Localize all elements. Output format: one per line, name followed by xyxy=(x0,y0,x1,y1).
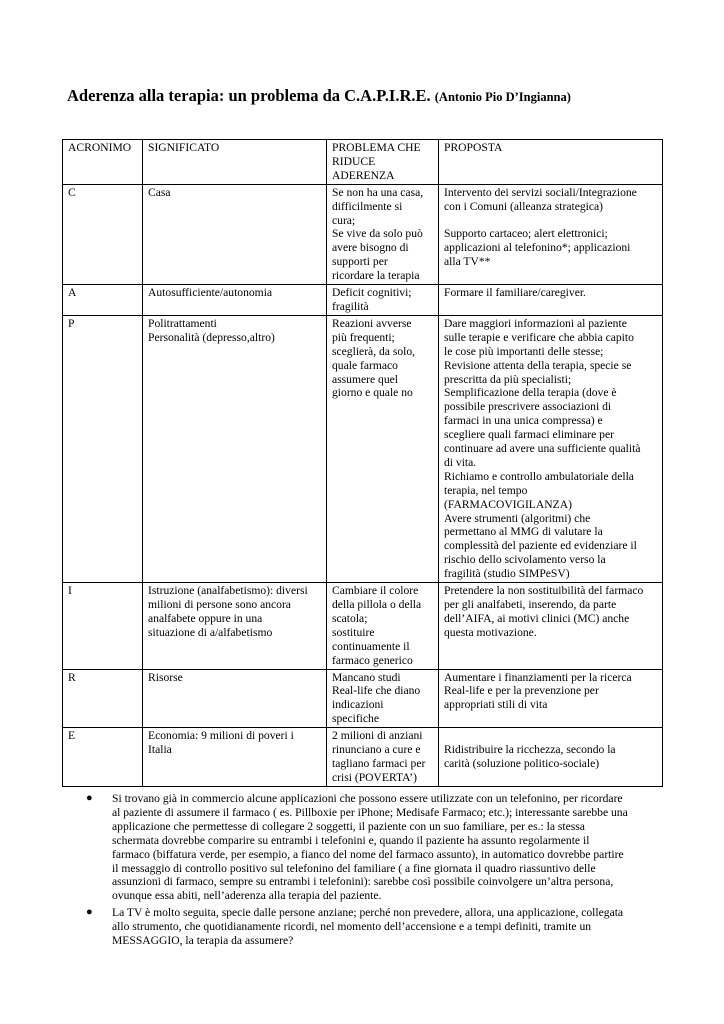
problema-line: scatola; xyxy=(332,611,368,625)
bullet-icon: ● xyxy=(86,906,93,919)
significato-cell xyxy=(143,583,327,669)
note-line: applicazione che permettesse di collegare 2 soggetti, il paziente con un suo familiare, per es.: la stessa xyxy=(112,819,585,833)
acronimo-cell xyxy=(63,728,143,787)
proposta-line: dell’AIFA, ai motivi clinici (MC) anche xyxy=(444,611,630,625)
notes-list xyxy=(86,792,666,951)
acronimo-cell xyxy=(63,583,143,669)
proposta-line: Dare maggiori informazioni al paziente xyxy=(444,316,627,330)
header-proposta xyxy=(439,140,663,185)
proposta-line: con i Comuni (alleanza strategica) xyxy=(444,199,604,213)
significato-line: Casa xyxy=(148,185,171,199)
problema-line: assumere quel xyxy=(332,372,398,386)
note-line: assunzioni di farmaco, sempre su entrambi i telefonini): sarebbe così possibile coinvolgere un’altra persona, xyxy=(112,875,614,889)
proposta-line: permettano al MMG di valutare la xyxy=(444,525,603,539)
table-row xyxy=(63,285,663,316)
acronimo-cell xyxy=(63,669,143,728)
problema-line: Se vive da solo può xyxy=(332,227,423,241)
significato-cell xyxy=(143,728,327,787)
problema-cell xyxy=(327,184,439,284)
problema-line: continuamente il xyxy=(332,639,410,653)
acronimo-line: I xyxy=(68,584,72,598)
problema-line: tagliano farmaci per xyxy=(332,756,426,770)
proposta-line: Richiamo e controllo ambulatoriale della xyxy=(444,469,634,483)
proposta-line: alla TV** xyxy=(444,255,491,269)
significato-line: Autosufficiente/autonomia xyxy=(148,286,273,300)
significato-line: milioni di persone sono ancora xyxy=(148,598,291,611)
proposta-line: per gli analfabeti, inserendo, da parte xyxy=(444,598,617,611)
proposta-line: prescritta da più specialisti; xyxy=(444,372,572,386)
bullet-icon: ● xyxy=(86,792,93,804)
problema-line: fragilità xyxy=(332,299,369,313)
proposta-cell xyxy=(439,285,663,316)
header-line: RIDUCE xyxy=(332,154,376,168)
proposta-line: scegliere quali farmaci eliminare per xyxy=(444,428,614,442)
proposta-line: appropriati stili di vita xyxy=(444,698,548,712)
document-title xyxy=(67,86,707,106)
table-row xyxy=(63,184,663,284)
significato-line: situazione di a/alfabetismo xyxy=(148,625,273,639)
acronimo-line: A xyxy=(68,286,77,300)
proposta-line: fragilità (studio SIMPeSV) xyxy=(444,567,570,581)
author-text: (Antonio Pio D’Ingianna) xyxy=(434,90,571,104)
proposta-cell xyxy=(439,315,663,582)
problema-line: farmaco generico xyxy=(332,653,413,667)
significato-cell xyxy=(143,315,327,582)
capire-table xyxy=(62,139,663,787)
significato-line: Economia: 9 milioni di poveri i xyxy=(148,729,294,743)
significato-line: Istruzione (analfabetismo): diversi xyxy=(148,584,308,598)
header-acronimo xyxy=(63,140,143,185)
proposta-line: terapia, nel tempo xyxy=(444,483,528,497)
significato-line: analfabete oppure in una xyxy=(148,611,263,625)
proposta-line: sulle terapie e verificare che abbia capito xyxy=(444,330,634,344)
acronimo-line: C xyxy=(68,185,76,199)
title-text: Aderenza alla terapia: un problema da C.A.P.I.R.E. xyxy=(67,86,431,105)
problema-line: Mancano studi xyxy=(332,670,401,684)
proposta-line: Aumentare i finanziamenti per la ricerca xyxy=(444,670,632,684)
acronimo-cell xyxy=(63,184,143,284)
note-line: allo strumento, che quotidianamente ricordi, nel momento dell’accensione e a tempi definiti, tramite un xyxy=(112,920,592,934)
header-line: SIGNIFICATO xyxy=(148,141,220,154)
proposta-cell xyxy=(439,184,663,284)
note-item xyxy=(86,792,666,903)
table-row xyxy=(63,583,663,669)
problema-line: difficilmente si xyxy=(332,199,403,213)
proposta-line: Pretendere la non sostituibilità del farmaco xyxy=(444,584,644,598)
problema-line: Cambiare il colore xyxy=(332,584,419,598)
header-problema xyxy=(327,140,439,185)
problema-line: della pillola o della xyxy=(332,598,422,611)
proposta-line: Ridistribuire la ricchezza, secondo la xyxy=(444,743,616,757)
note-line: schermata dovrebbe comparire su entrambi i telefonini e, quando il paziente ha assunto regolarmente il xyxy=(112,833,590,847)
problema-line: cura; xyxy=(332,213,356,227)
problema-line: ricordare la terapia xyxy=(332,269,420,283)
significato-line: Politrattamenti xyxy=(148,316,217,330)
proposta-line: le cose più importanti delle stesse; xyxy=(444,344,604,358)
significato-line: Risorse xyxy=(148,670,183,684)
note-line: Si trovano già in commercio alcune applicazioni che possono essere utilizzate con un telefonino, per ricordare xyxy=(112,792,623,805)
problema-cell xyxy=(327,315,439,582)
header-line: PROPOSTA xyxy=(444,141,503,154)
proposta-line: rischio dello scivolamento verso la xyxy=(444,553,606,567)
proposta-line: continuare ad avere una sufficiente qualità xyxy=(444,442,641,456)
problema-line: quale farmaco xyxy=(332,358,398,372)
problema-line: sceglierà, da solo, xyxy=(332,344,416,358)
proposta-line: (FARMACOVIGILANZA) xyxy=(444,497,572,511)
acronimo-line: E xyxy=(68,729,76,743)
problema-line: avere bisogno di xyxy=(332,241,409,255)
problema-line: specifiche xyxy=(332,712,379,726)
note-line: al paziente di assumere il farmaco ( es. Pillboxie per iPhone; Medisafe Farmaco; etc.); interessante sarebbe una xyxy=(112,805,628,819)
proposta-line: Avere strumenti (algoritmi) che xyxy=(444,511,591,525)
note-line: il messaggio di controllo positivo sul telefonino del familiare ( a fine giornata il quadro riassuntivo delle xyxy=(112,861,596,875)
proposta-line: Semplificazione della terapia (dove è xyxy=(444,386,617,400)
proposta-line: Formare il familiare/caregiver. xyxy=(444,286,586,300)
proposta-cell xyxy=(439,728,663,787)
problema-line: crisi (POVERTA’) xyxy=(332,770,417,784)
table-row xyxy=(63,728,663,787)
acronimo-cell xyxy=(63,285,143,316)
proposta-line: Intervento dei servizi sociali/Integrazione xyxy=(444,185,637,199)
problema-line: indicazioni xyxy=(332,698,384,712)
problema-line: più frequenti; xyxy=(332,330,395,344)
problema-line: Se non ha una casa, xyxy=(332,185,424,199)
problema-cell xyxy=(327,728,439,787)
problema-line: supporti per xyxy=(332,255,388,269)
problema-line: giorno e quale no xyxy=(332,386,413,400)
table-header-row xyxy=(63,140,663,185)
header-line: ADERENZA xyxy=(332,168,395,182)
proposta-line: farmaci in una unica compressa) e xyxy=(444,414,603,428)
problema-line: rinunciano a cure e xyxy=(332,743,421,757)
proposta-spacer xyxy=(444,214,658,228)
note-item xyxy=(86,906,666,948)
problema-line: 2 milioni di anziani xyxy=(332,729,423,743)
significato-cell xyxy=(143,669,327,728)
proposta-line: complessità del paziente ed evidenziare il xyxy=(444,539,637,553)
proposta-cell xyxy=(439,669,663,728)
header-line: ACRONIMO xyxy=(68,141,132,154)
significato-cell xyxy=(143,285,327,316)
proposta-line: questa motivazione. xyxy=(444,625,537,639)
acronimo-line: P xyxy=(68,316,75,330)
note-line: La TV è molto seguita, specie dalle persone anziane; perché non prevedere, allora, una applicazione, collegata xyxy=(112,906,624,920)
proposta-cell xyxy=(439,583,663,669)
table-row xyxy=(63,315,663,582)
problema-line: sostituire xyxy=(332,625,375,639)
note-line: ovunque essa abiti, nell’aderenza alla terapia del paziente. xyxy=(112,889,382,903)
problema-line: Real-life che diano xyxy=(332,684,421,698)
proposta-line: Revisione attenta della terapia, specie se xyxy=(444,358,632,372)
problema-cell xyxy=(327,285,439,316)
proposta-line: Supporto cartaceo; alert elettronici; xyxy=(444,227,608,241)
header-significato xyxy=(143,140,327,185)
problema-cell xyxy=(327,669,439,728)
note-line: MESSAGGIO, la terapia da assumere? xyxy=(112,934,294,948)
table-row xyxy=(63,669,663,728)
proposta-line: di vita. xyxy=(444,455,477,469)
note-line: farmaco (biffatura verde, per esempio, a fianco del nome del farmaco assunto), in automatico dovrebbe partire xyxy=(112,847,624,861)
proposta-spacer xyxy=(444,729,658,743)
problema-cell xyxy=(327,583,439,669)
proposta-line: possibile prescrivere associazioni di xyxy=(444,400,612,414)
significato-line: Italia xyxy=(148,743,172,757)
significato-line: Personalità (depresso,altro) xyxy=(148,330,275,344)
header-line: PROBLEMA CHE xyxy=(332,141,421,154)
problema-line: Deficit cognitivi; xyxy=(332,286,412,300)
proposta-line: applicazioni al telefonino*; applicazioni xyxy=(444,241,631,255)
acronimo-cell xyxy=(63,315,143,582)
proposta-line: Real-life e per la prevenzione per xyxy=(444,684,599,698)
problema-line: Reazioni avverse xyxy=(332,316,412,330)
proposta-line: carità (soluzione politico-sociale) xyxy=(444,756,600,770)
acronimo-line: R xyxy=(68,670,76,684)
significato-cell xyxy=(143,184,327,284)
